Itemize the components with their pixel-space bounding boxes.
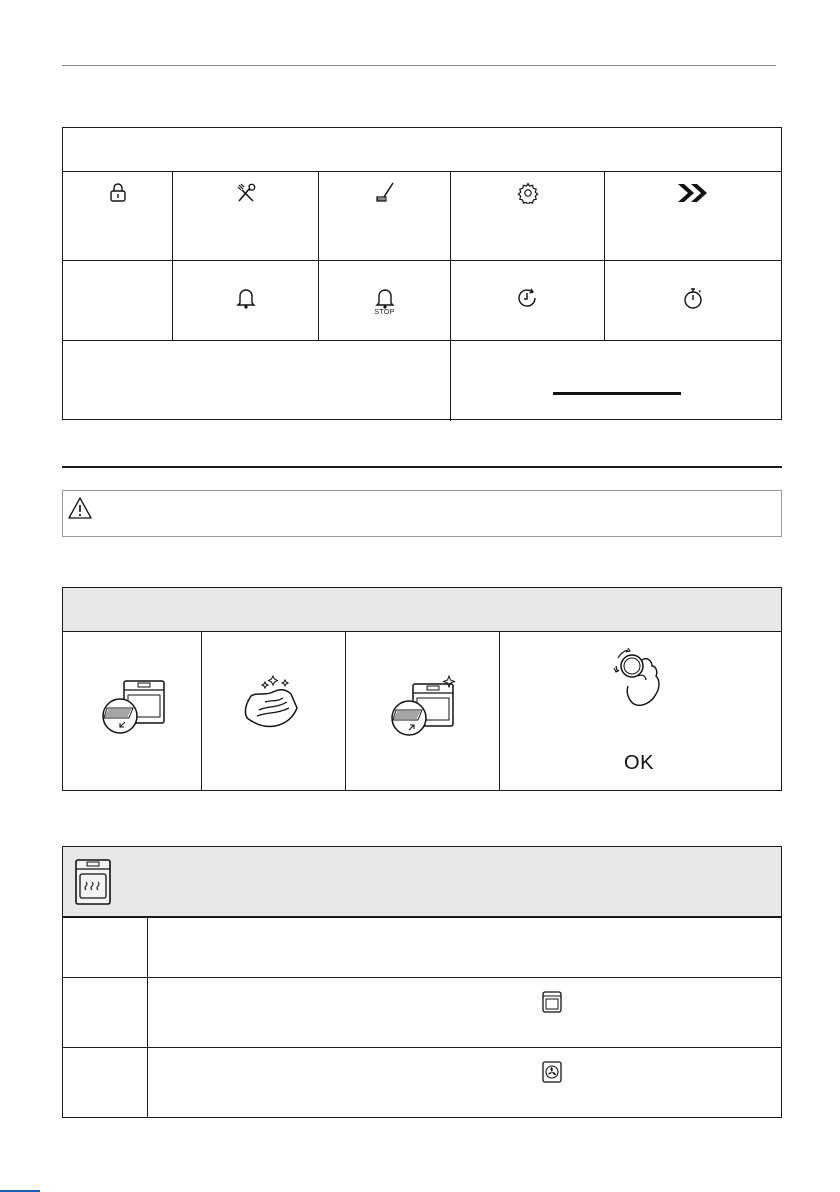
lock-icon (63, 178, 172, 208)
bell-icon (173, 283, 318, 313)
gear-icon (451, 178, 604, 208)
brush-icon (319, 178, 450, 208)
progress-line (553, 392, 681, 395)
oven-frame-icon (541, 990, 563, 1014)
oven-fan-icon (541, 1060, 563, 1084)
cutlery-icon (173, 178, 318, 208)
oven-remove-shelf-icon (93, 678, 173, 738)
clock-arrow-icon (451, 283, 604, 313)
top-rule (62, 65, 776, 66)
heating-table (62, 846, 782, 1118)
warning-box (62, 490, 782, 537)
bell-stop-icon (319, 281, 450, 321)
cleaning-table-header (63, 588, 781, 631)
double-chevron-right-icon (605, 178, 781, 208)
oven-insert-shelf-icon (383, 673, 463, 738)
cleaning-table (62, 587, 782, 791)
cloth-clean-icon (233, 668, 313, 738)
stopwatch-icon (605, 283, 781, 313)
stop-label: STOP (374, 308, 395, 316)
heating-table-header (63, 847, 781, 916)
section-rule (62, 466, 782, 468)
symbols-table (62, 127, 782, 420)
warning-triangle-icon (67, 495, 93, 521)
oven-heating-icon (73, 857, 113, 907)
ok-label: OK (624, 751, 654, 774)
knob-turn-icon (599, 644, 679, 714)
